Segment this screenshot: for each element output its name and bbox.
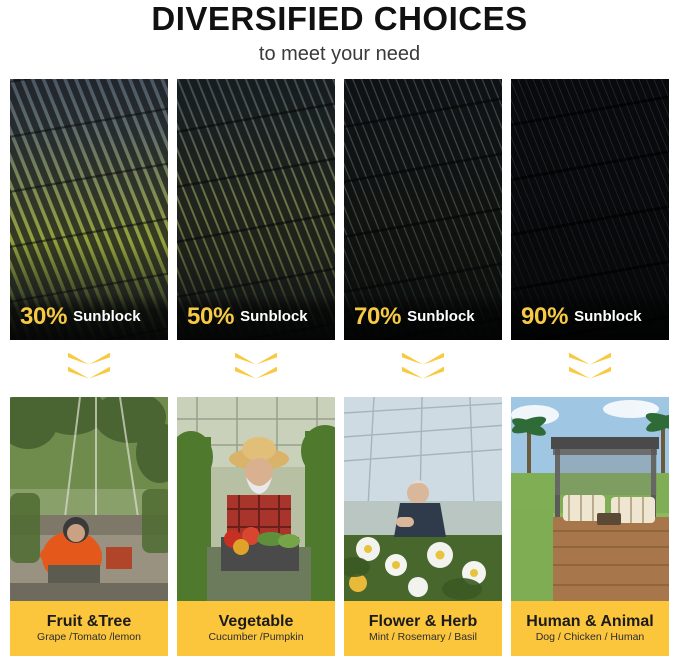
shade-sunblock-label-30: Sunblock xyxy=(73,308,141,326)
shade-label-50 xyxy=(177,294,335,340)
arrow-cell-2 xyxy=(177,349,335,391)
shade-percent-90: 90% xyxy=(521,302,569,330)
arrow-cell-3 xyxy=(344,349,502,391)
chevron-down-icon xyxy=(235,353,277,387)
chevron-down-icon xyxy=(402,353,444,387)
arrow-cell-4 xyxy=(511,349,669,391)
caption-fruit-tree xyxy=(10,601,168,656)
use-case-title: Vegetable xyxy=(218,612,294,630)
page-title: DIVERSIFIED CHOICES xyxy=(151,0,528,37)
caption-human-animal xyxy=(511,601,669,656)
shade-sunblock-label-50: Sunblock xyxy=(240,308,308,326)
shade-percent-30: 30% xyxy=(20,302,68,330)
photo-flower-herb xyxy=(344,397,502,601)
photo-fruit-tree xyxy=(10,397,168,601)
use-case-title: Fruit &Tree xyxy=(46,612,132,630)
arrows-row xyxy=(0,349,679,391)
shade-label-30 xyxy=(10,294,168,340)
shade-sunblock-label-70: Sunblock xyxy=(407,308,475,326)
shade-percent-50: 50% xyxy=(187,302,235,330)
use-card-human-animal[interactable] xyxy=(511,397,669,656)
shade-label-70 xyxy=(344,294,502,340)
use-card-flower-herb[interactable] xyxy=(344,397,502,656)
shade-card-50[interactable] xyxy=(177,79,335,340)
chevron-down-icon xyxy=(68,353,110,387)
use-case-subtitle: Grape /Tomato /lemon xyxy=(37,630,141,643)
use-card-vegetable[interactable] xyxy=(177,397,335,656)
use-case-subtitle: Mint / Rosemary / Basil xyxy=(369,630,477,643)
use-cases-row xyxy=(0,397,679,656)
caption-vegetable xyxy=(177,601,335,656)
shade-percent-70: 70% xyxy=(354,302,402,330)
photo-vegetable xyxy=(177,397,335,601)
use-case-subtitle: Cucumber /Pumpkin xyxy=(208,630,304,643)
use-case-title: Flower & Herb xyxy=(368,612,478,630)
use-case-title: Human & Animal xyxy=(526,612,654,630)
caption-flower-herb xyxy=(344,601,502,656)
shade-card-70[interactable] xyxy=(344,79,502,340)
use-card-fruit-tree[interactable] xyxy=(10,397,168,656)
shade-card-30[interactable] xyxy=(10,79,168,340)
use-case-subtitle: Dog / Chicken / Human xyxy=(535,630,645,643)
arrow-cell-1 xyxy=(10,349,168,391)
photo-human-animal xyxy=(511,397,669,601)
shade-card-90[interactable] xyxy=(511,79,669,340)
chevron-down-icon xyxy=(569,353,611,387)
page-subtitle: to meet your need xyxy=(258,42,421,65)
shade-label-90 xyxy=(511,294,669,340)
shade-sunblock-label-90: Sunblock xyxy=(574,308,642,326)
header xyxy=(0,0,679,66)
shade-options-row xyxy=(0,79,679,340)
